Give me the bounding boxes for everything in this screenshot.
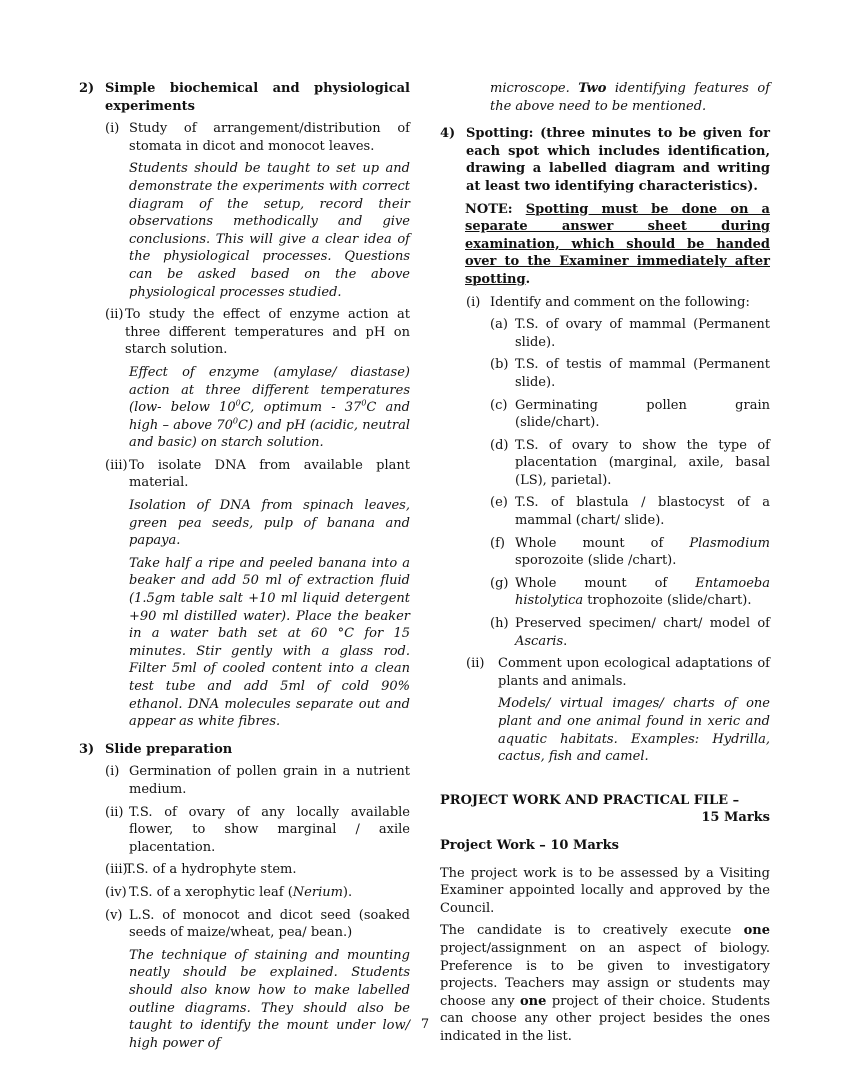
- list-item: [79, 884, 410, 902]
- item-text: T.S. of a hydrophyte stem.: [125, 862, 297, 878]
- section-title: Spotting: (three minutes to be given for each spot which includes identification, drawing a labelled diagram and writing at least two identifying characteristics).: [466, 126, 770, 194]
- item-number: (i): [105, 764, 120, 780]
- list-item: [79, 804, 410, 857]
- list-item: [79, 457, 410, 492]
- item-text: Study of arrangement/distribution of stomata in dicot and monocot leaves.: [129, 121, 410, 154]
- list-item: [440, 294, 770, 312]
- sub-item: (h) Preserved specimen/ chart/ model of Ascaris.: [490, 616, 770, 649]
- item-text: To isolate DNA from available plant material.: [129, 457, 410, 491]
- sub-item: (e) T.S. of blastula / blastocyst of a mammal (chart/ slide).: [490, 495, 770, 529]
- item-text: Comment upon ecological adaptations of plants and animals.: [498, 656, 770, 689]
- item-note: Effect of enzyme (amylase/ diastase) action at three different temperatures (low- below $10^0C$, optimum - $37^0C$ and high – above $70^0C$) and pH (acidic, neutral and basic) on starch solution.: [129, 364, 410, 451]
- paragraph: The candidate is to creatively execute one project/assignment on an aspect of biology. Preference is to be given to investigatory projects. Teachers may assign or students may choose any one project of their choice. Students can choose any other project besides the ones indicated in the list.: [440, 923, 771, 1044]
- project-work-heading: Project Work – 10 Marks: [440, 837, 619, 853]
- section-number: 3): [79, 741, 95, 757]
- section-number: 4): [440, 126, 456, 142]
- list-item: [79, 120, 410, 155]
- sub-item: (f) Whole mount of Plasmodium sporozoite (slide /chart).: [490, 535, 770, 569]
- item-text: Identify and comment on the following:: [490, 294, 750, 310]
- section-title: Simple biochemical and physiological experiments: [105, 81, 410, 114]
- item-number: (v): [105, 907, 123, 923]
- project-heading: PROJECT WORK AND PRACTICAL FILE –: [440, 792, 740, 808]
- item-text: T.S. of ovary of any locally available flower, to show marginal / axile placentation.: [129, 804, 410, 855]
- sub-item: (d) T.S. of ovary to show the type of placentation (marginal, axile, basal (LS), parietal).: [490, 437, 770, 488]
- list-item: [79, 306, 410, 359]
- item-note: Take half a ripe and peeled banana into a beaker and add 50 ml of extraction fluid (1.5gm table salt +10 ml liquid detergent +90 ml distilled water). Place the beaker in a water bath set at 60 °C for 15 minutes. Stir gently with a glass rod. Filter 5ml of cooled content into a clean test tube and add 5ml of cold 90% ethanol. DNA molecules separate out and appear as white fibres.: [129, 555, 410, 730]
- item-note: The technique of staining and mounting neatly should be explained. Students should also know how to make labelled outline diagrams. They should also be taught to identify the mount under low/ high power of: [129, 947, 410, 1051]
- item-text: To study the effect of enzyme action at three different temperatures and pH on starch solution.: [125, 307, 410, 358]
- item-number: (ii): [466, 656, 485, 672]
- item-text: T.S. of a xerophytic leaf (Nerium).: [129, 884, 353, 900]
- section-4-heading: [440, 125, 770, 195]
- continued-note: microscope. Two identifying features of the above need to be mentioned.: [490, 81, 770, 114]
- item-number: (iii): [105, 457, 128, 473]
- sub-item: (b) T.S. of testis of mammal (Permanent slide).: [490, 357, 770, 390]
- item-note: Models/ virtual images/ charts of one plant and one animal found in xeric and aquatic habitats. Examples: Hydrilla, cactus, fish and camel.: [498, 696, 770, 765]
- item-note: Students should be taught to set up and demonstrate the experiments with correct diagram of the setup, record their observations methodically and give conclusions. This will give a clear idea of the physiological processes. Questions can be asked based on the above physiological processes studied.: [129, 161, 410, 300]
- item-number: (i): [105, 121, 120, 137]
- item-number: (iv): [105, 884, 127, 900]
- item-note: Isolation of DNA from spinach leaves, green pea seeds, pulp of banana and papaya.: [129, 498, 410, 549]
- section-3-heading: [79, 741, 410, 759]
- section-2-heading: [79, 80, 410, 115]
- list-item: [79, 907, 410, 942]
- item-number: (i): [466, 294, 481, 310]
- right-column: [440, 80, 770, 1046]
- sub-item: (g) Whole mount of Entamoeba histolytica trophozoite (slide/chart).: [490, 575, 770, 609]
- section-title: Slide preparation: [105, 741, 233, 757]
- sub-item: (c) Germinating pollen grain (slide/chart).: [490, 397, 770, 431]
- sub-item: (a) T.S. of ovary of mammal (Permanent slide).: [490, 317, 770, 350]
- spotting-note: NOTE: Spotting must be done on a separate answer sheet during examination, which should be handed over to the Examiner immediately after spotting.: [465, 201, 770, 287]
- item-number: (ii): [105, 307, 124, 323]
- item-number: (iii): [105, 862, 128, 878]
- paragraph: The project work is to be assessed by a Visiting Examiner appointed locally and approved by the Council.: [440, 865, 770, 916]
- item-number: (ii): [105, 804, 124, 820]
- item-text: Germination of pollen grain in a nutrient medium.: [129, 764, 410, 797]
- list-item: [440, 655, 770, 690]
- left-column: [79, 80, 410, 1052]
- project-marks: 15 Marks: [701, 810, 770, 826]
- item-text: L.S. of monocot and dicot seed (soaked seeds of maize/wheat, pea/ bean.): [129, 907, 410, 941]
- list-item: [79, 861, 410, 879]
- list-item: [79, 763, 410, 798]
- page-number: 7: [420, 1017, 430, 1032]
- section-number: 2): [79, 81, 95, 96]
